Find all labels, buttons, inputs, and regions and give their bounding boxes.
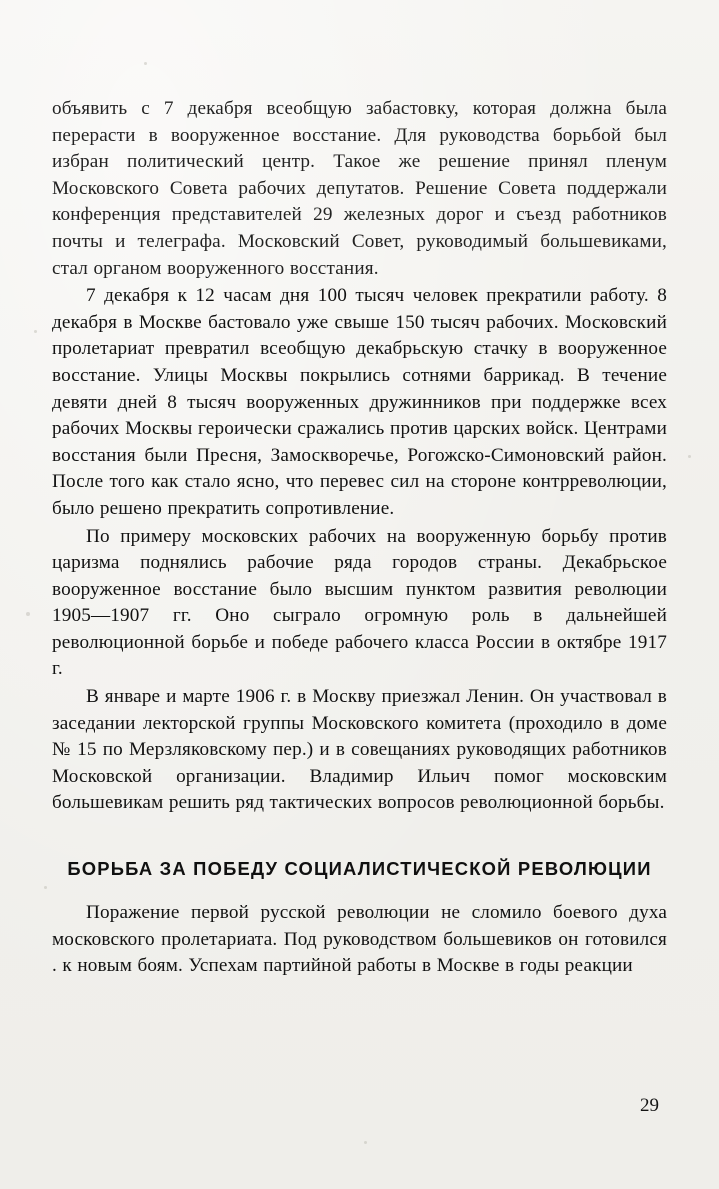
page-number: 29 xyxy=(640,1095,659,1116)
section-heading: БОРЬБА ЗА ПОБЕДУ СОЦИАЛИСТИЧЕСКОЙ РЕВОЛЮЦИИ xyxy=(67,858,652,880)
paper-speckle xyxy=(34,330,37,333)
body-paragraph: В январе и марте 1906 г. в Москву приезжал Ленин. Он участвовал в заседании лекторской группы Московского комитета (проходило в доме № 15 по Мерзляковскому пер.) и в совещаниях руководящих работников Московской организации. Владимир Ильич помог московским большевикам решить ряд тактических вопросов революционной борьбы. xyxy=(52,686,667,814)
body-paragraph: объявить с 7 декабря всеобщую забастовку, которая должна была перерасти в вооруженное восстание. Для руководства борьбой был избран политический центр. Такое же решение принял пленум Московского Совета рабочих депутатов. Решение Совета поддержали конференция представителей 29 железных дорог и съезд работников почты и телеграфа. Московский Совет, руководимый большевиками, стал органом вооруженного восстания. xyxy=(52,98,667,279)
body-paragraph: По примеру московских рабочих на вооруженную борьбу против царизма поднялись рабочие ряда городов страны. Декабрьское вооруженное восстание было высшим пунктом развития революции 1905—1907 гг. Оно сыграло огромную роль в дальнейшей революционной борьбе и победе рабочего класса России в октябре 1917 г. xyxy=(52,525,667,680)
paper-speckle xyxy=(44,886,47,889)
paper-speckle xyxy=(26,612,30,616)
paper-speckle xyxy=(688,455,691,458)
page-text-column xyxy=(52,96,667,980)
paper-speckle xyxy=(364,1141,367,1144)
paper-speckle xyxy=(144,62,147,65)
body-paragraph: Поражение первой русской революции не сломило боевого духа московского пролетариата. Под руководством большевиков он готовился . к новым боям. Успехам партийной работы в Москве в годы реакции xyxy=(52,902,667,977)
body-paragraph: 7 декабря к 12 часам дня 100 тысяч человек прекратили работу. 8 декабря в Москве бастовало уже свыше 150 тысяч рабочих. Московский пролетариат превратил всеобщую декабрьскую стачку в вооруженное восстание. Улицы Москвы покрылись сотнями баррикад. В течение девяти дней 8 тысяч вооруженных дружинников при поддержке всех рабочих Москвы героически сражались против царских войск. Центрами восстания были Пресня, Замоскворечье, Рогожско-Симоновский район. После того как стало ясно, что перевес сил на стороне контрреволюции, было решено прекратить сопротивление. xyxy=(52,285,667,519)
